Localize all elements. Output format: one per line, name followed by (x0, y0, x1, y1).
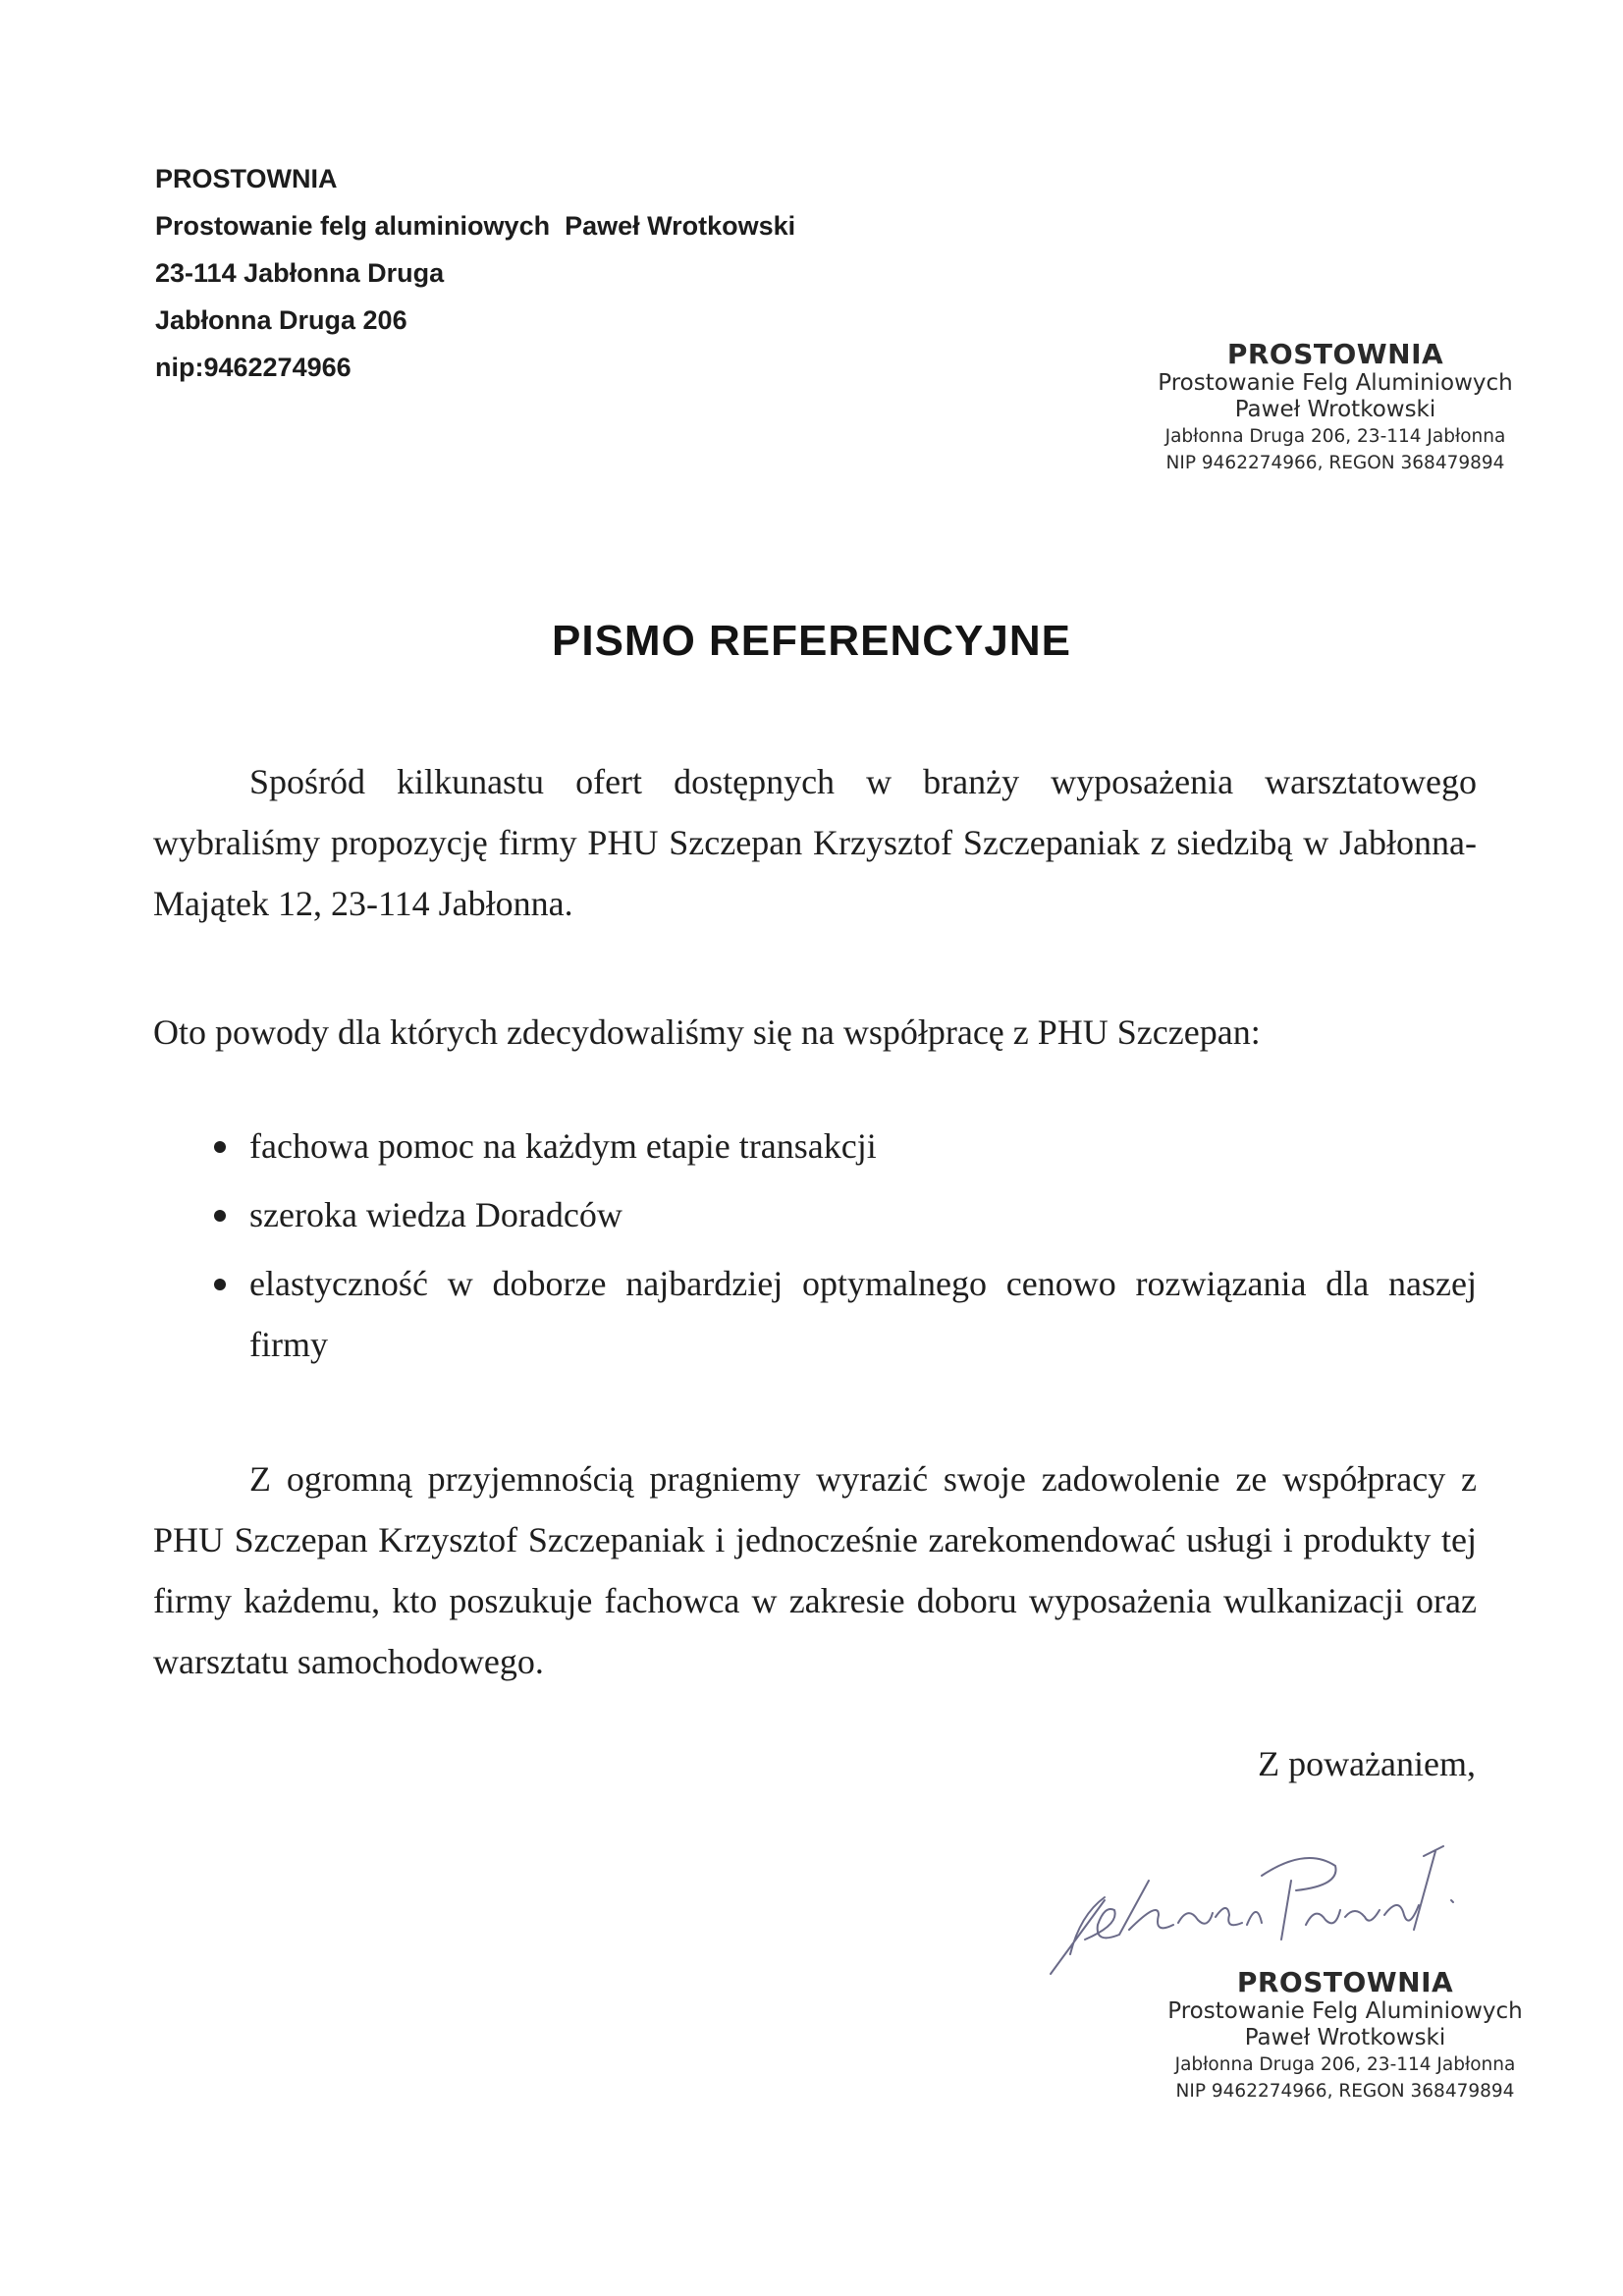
bullet-icon (214, 1141, 226, 1153)
stamp-company-name: PROSTOWNIA (1226, 338, 1444, 370)
bullet-icon (214, 1210, 226, 1222)
paragraph-reasons-lead: Oto powody dla których zdecydowaliśmy się na współpracę z PHU Szczepan: (153, 1012, 1261, 1052)
document-title: PISMO REFERENCYJNE (552, 617, 1071, 665)
handwritten-signature (1011, 1807, 1502, 1984)
stamp-address-line: Jabłonna Druga 206, 23-114 Jabłonna (1174, 2054, 1516, 2075)
stamp-business-line: Prostowanie Felg Aluminiowych (1167, 1998, 1523, 2024)
list-item-text: fachowa pomoc na każdym etapie transakcji (249, 1126, 877, 1166)
bullet-icon (214, 1279, 226, 1290)
closing-salutation: Z poważaniem, (1258, 1744, 1476, 1783)
stamp-business-line: Prostowanie Felg Aluminiowych (1158, 370, 1513, 396)
list-item (153, 1116, 1477, 1176)
stamp-address-line: Jabłonna Druga 206, 23-114 Jabłonna (1164, 426, 1506, 447)
signature-stroke (1451, 1900, 1453, 1902)
paragraph-recommendation: Z ogromną przyjemnością pragniemy wyrazić swoje zadowolenie ze współpracy z PHU Szczepan Krzysztof Szczepaniak i jednocześnie zarekomendować usługi i produkty tej firmy każdemu, kto poszukuje fachowca w zakresie doboru wyposażenia wulkanizacji oraz warsztatu samochodowego. (153, 1459, 1477, 1681)
sender-company-name: PROSTOWNIA (155, 164, 338, 193)
signature-stroke (1051, 1881, 1262, 1974)
sender-owner-line: Prostowanie felg aluminiowych Paweł Wrotkowski (155, 211, 796, 241)
stamp-company-name: PROSTOWNIA (1236, 1966, 1454, 1998)
sender-street-line: Jabłonna Druga 206 (155, 305, 407, 335)
stamp-owner-line: Paweł Wrotkowski (1244, 2025, 1446, 2050)
sender-nip: nip:9462274966 (155, 353, 352, 382)
list-item-text: szeroka wiedza Doradców (249, 1195, 622, 1234)
list-item-text: elastyczność w doborze najbardziej optymalnego cenowo rozwiązania dla naszej firmy (249, 1264, 1477, 1364)
sender-postal-line: 23-114 Jabłonna Druga (155, 258, 445, 288)
paragraph-intro: Spośród kilkunastu ofert dostępnych w branży wyposażenia warsztatowego wybraliśmy propozycję firmy PHU Szczepan Krzysztof Szczepaniak z siedzibą w Jabłonna-Majątek 12, 23-114 Jabłonna. (153, 762, 1477, 923)
reasons-list (153, 1116, 1477, 1383)
signature-stroke (1262, 1846, 1443, 1940)
list-item (153, 1184, 1477, 1245)
list-item (153, 1253, 1477, 1375)
company-stamp-bottom (1139, 1967, 1551, 2105)
stamp-nip-regon-line: NIP 9462274966, REGON 368479894 (1165, 453, 1505, 473)
stamp-nip-regon-line: NIP 9462274966, REGON 368479894 (1175, 2081, 1515, 2102)
stamp-owner-line: Paweł Wrotkowski (1234, 397, 1436, 422)
company-stamp-top (1129, 339, 1542, 476)
sender-address-block (155, 155, 795, 391)
